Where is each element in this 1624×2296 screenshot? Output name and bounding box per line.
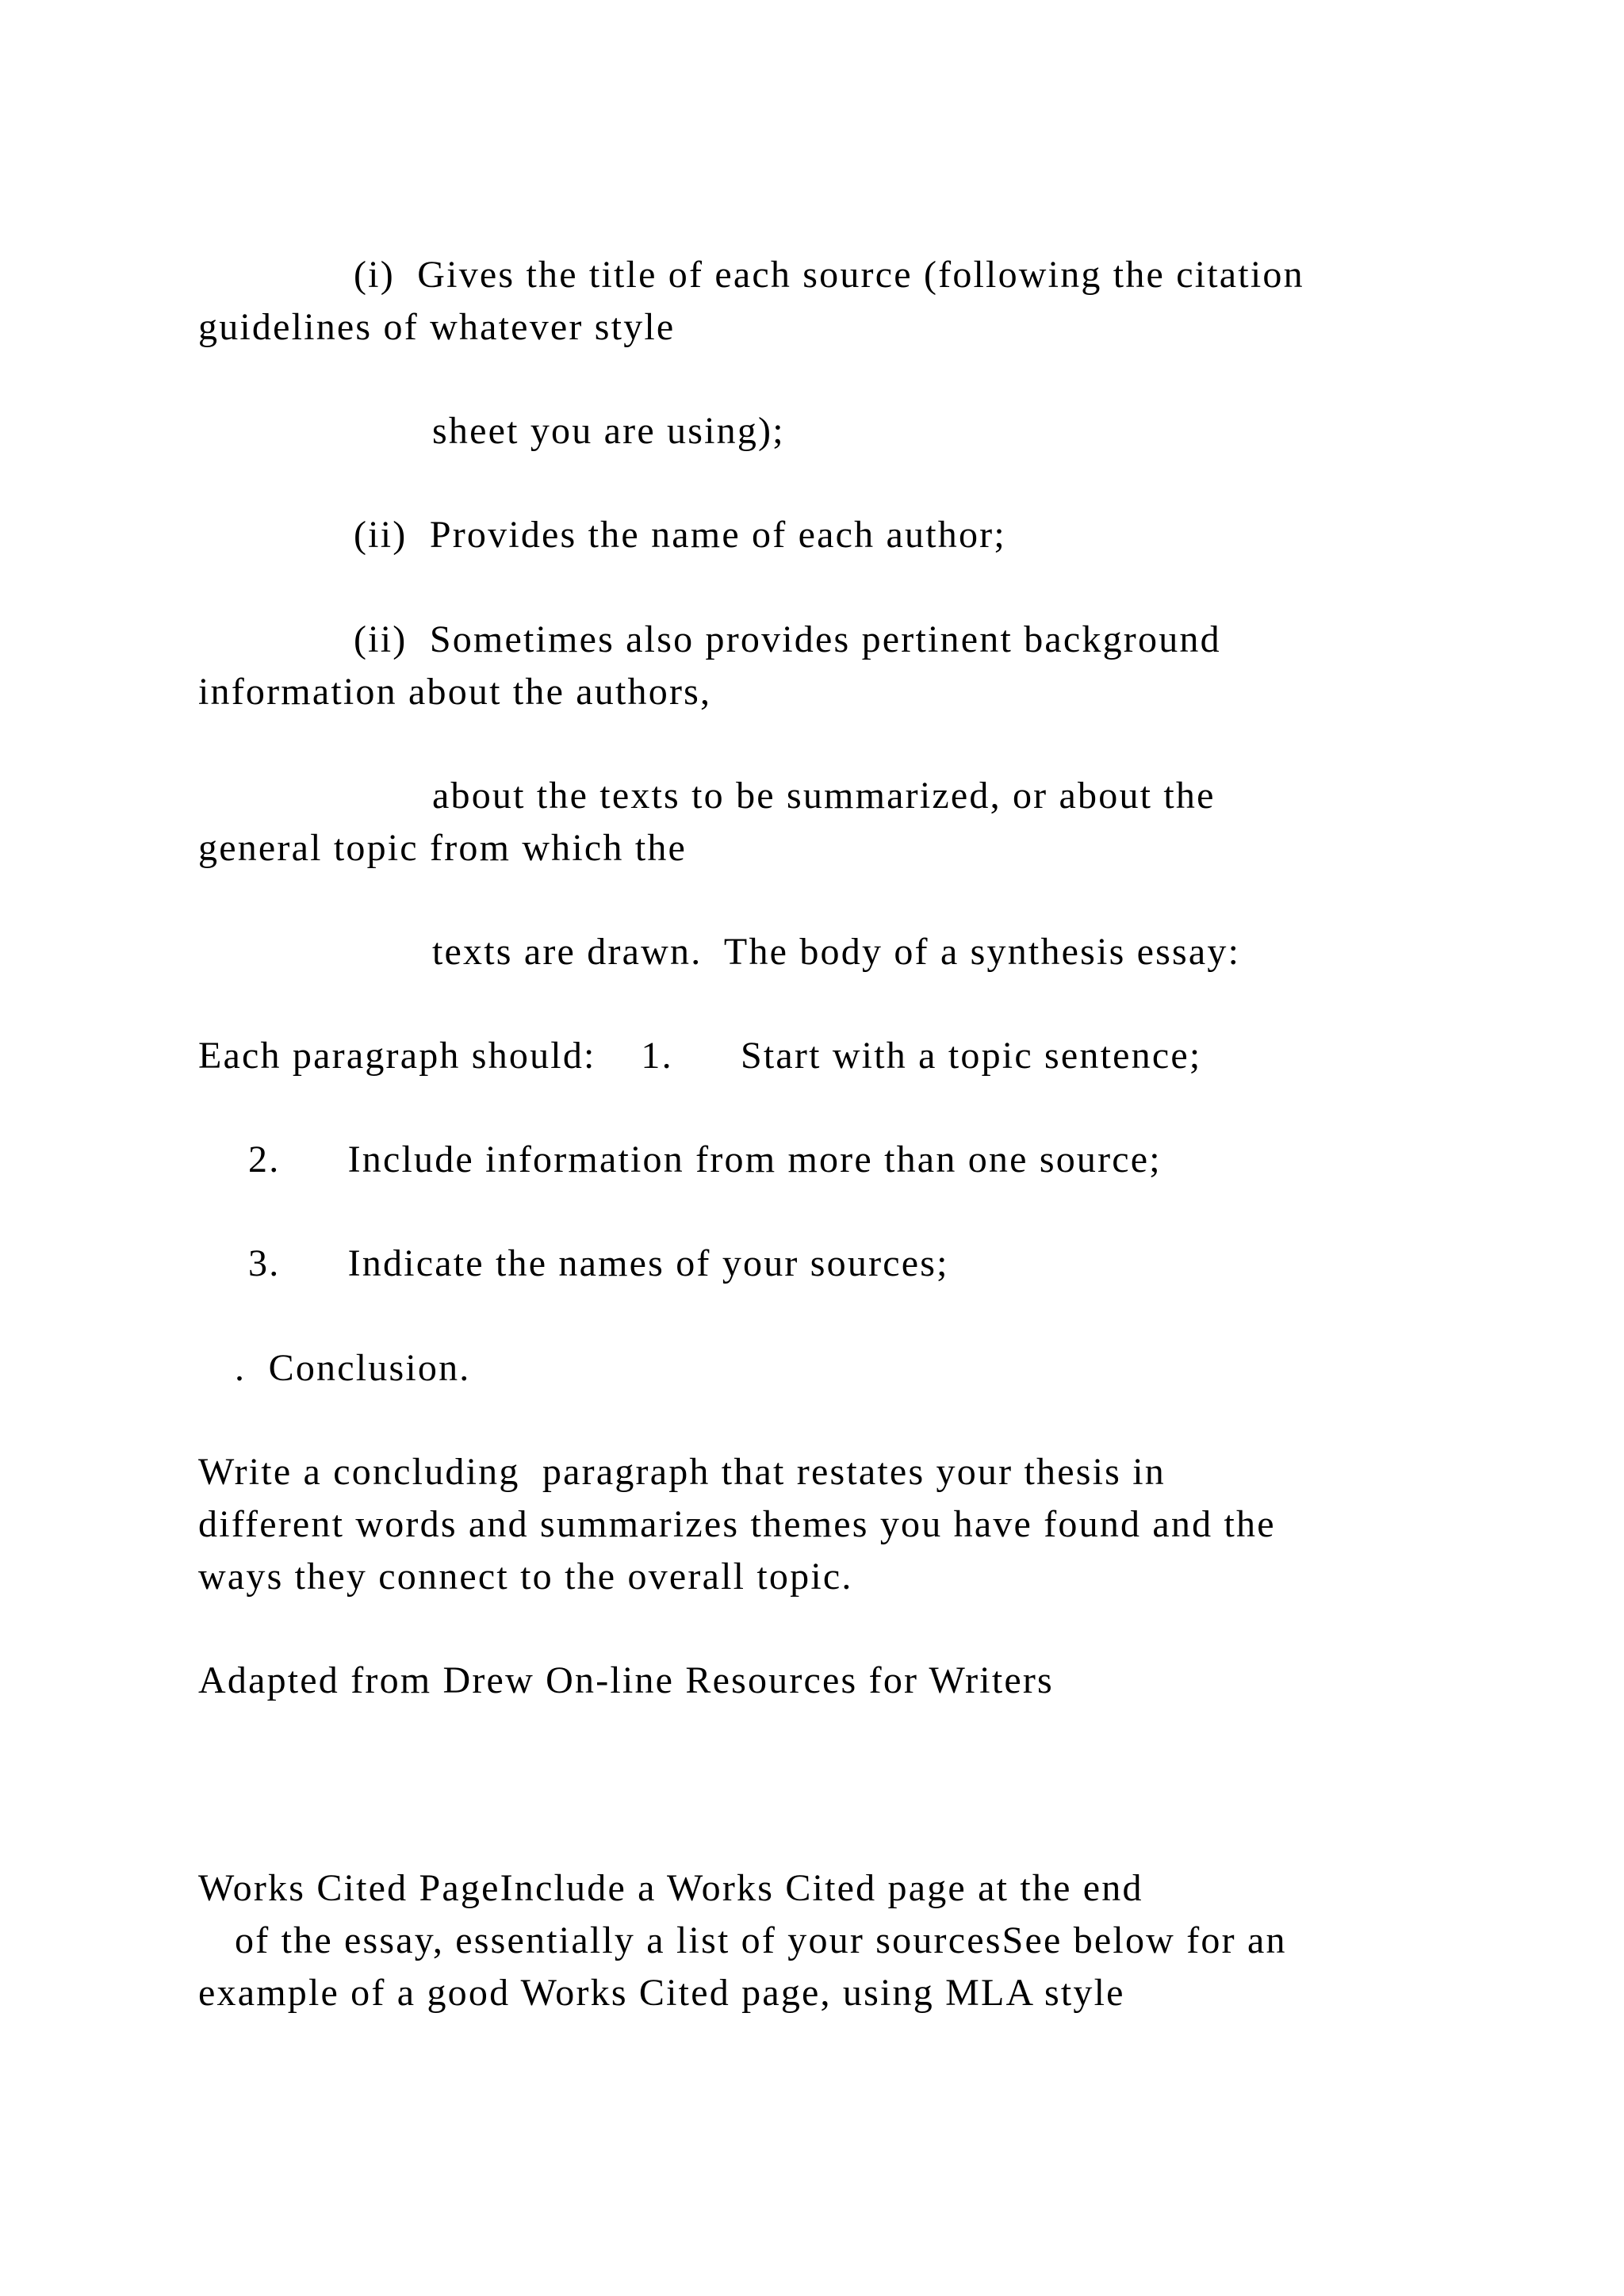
text-line: ways they connect to the overall topic. bbox=[198, 1556, 853, 1598]
text-line: . Conclusion. bbox=[235, 1347, 471, 1389]
text-line: texts are drawn. The body of a synthesis essay: bbox=[432, 931, 1241, 973]
text-line: 2. Include information from more than one source; bbox=[248, 1138, 1162, 1181]
text-line: information about the authors, bbox=[198, 671, 712, 713]
text-line: guidelines of whatever style bbox=[198, 306, 676, 348]
text-line: different words and summarizes themes you have found and the bbox=[198, 1503, 1276, 1545]
text-line: general topic from which the bbox=[198, 827, 688, 869]
text-line: Write a concluding paragraph that restates your thesis in bbox=[198, 1451, 1166, 1493]
text-line: 3. Indicate the names of your sources; bbox=[248, 1242, 949, 1284]
text-line: Works Cited PageInclude a Works Cited page at the end bbox=[198, 1867, 1143, 1909]
text-line: (ii) Provides the name of each author; bbox=[354, 514, 1006, 556]
text-line: sheet you are using); bbox=[432, 410, 785, 452]
text-line: Adapted from Drew On-line Resources for Writers bbox=[198, 1659, 1054, 1701]
text-line: (i) Gives the title of each source (following the citation bbox=[354, 254, 1304, 296]
text-line: (ii) Sometimes also provides pertinent background bbox=[354, 618, 1221, 660]
text-line: of the essay, essentially a list of your sourcesSee below for an bbox=[235, 1919, 1287, 1961]
text-line: about the texts to be summarized, or about the bbox=[432, 775, 1216, 817]
text-line: Each paragraph should: 1. Start with a topic sentence; bbox=[198, 1035, 1202, 1077]
text-line: example of a good Works Cited page, using MLA style bbox=[198, 1972, 1125, 2014]
